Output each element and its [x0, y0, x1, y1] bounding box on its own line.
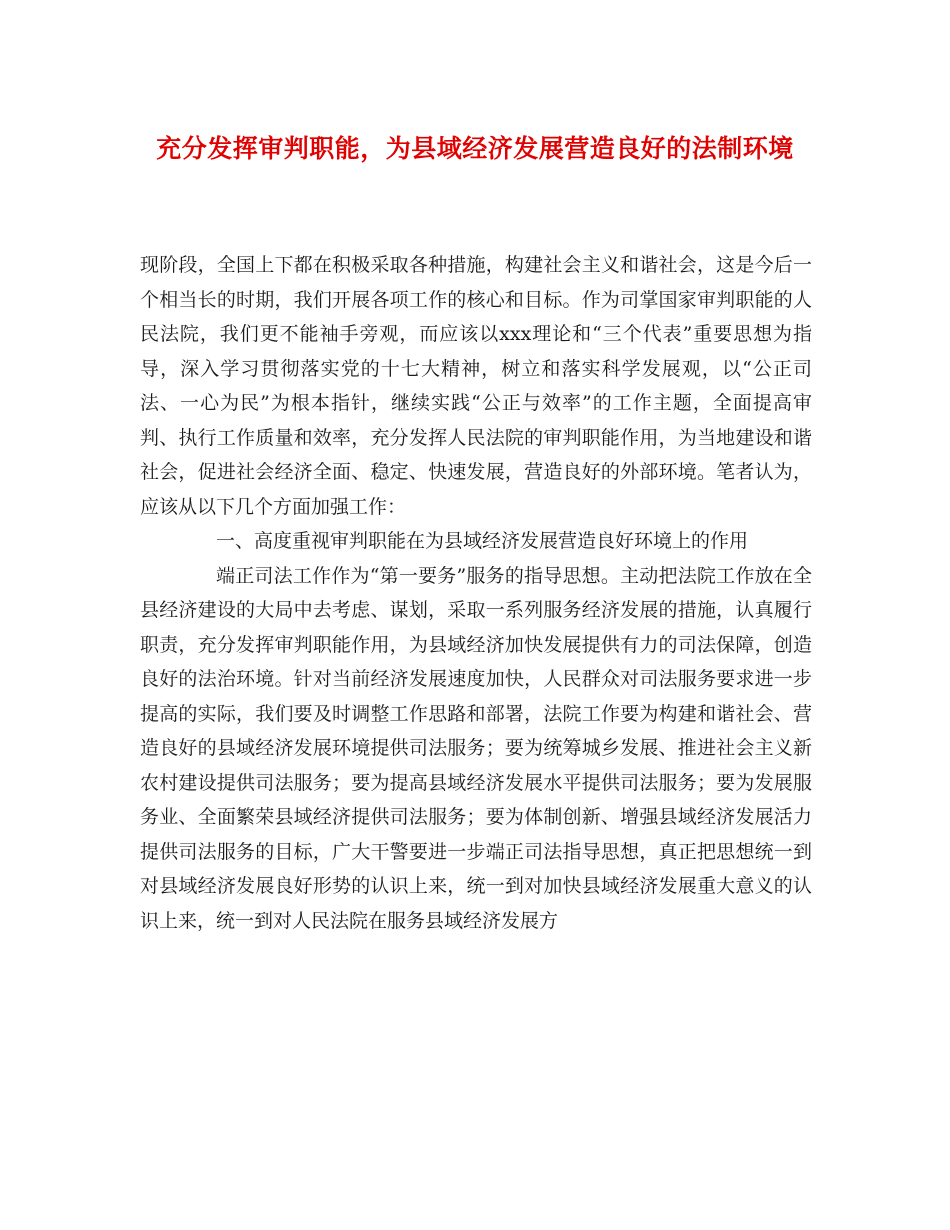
document-title: 充分发挥审判职能，为县域经济发展营造良好的法制环境: [156, 134, 794, 163]
intro-paragraph: 现阶段，全国上下都在积极采取各种措施，构建社会主义和谐社会，这是今后一个相当长的时期，我们开展各项工作的核心和目标。作为司掌国家审判职能的人民法院，我们更不能袖手旁观，而应该以xxx理论和“三个代表”重要思想为指导，深入学习贯彻落实党的十七大精神，树立和落实科学发展观，以“公正司法、一心为民”为根本指针，继续实践“公正与效率”的工作主题，全面提高审判、执行工作质量和效率，充分发挥人民法院的审判职能作用，为当地建设和谐社会，促进社会经济全面、稳定、快速发展，营造良好的外部环境。笔者认为，应该从以下几个方面加强工作：: [140, 254, 812, 518]
section-paragraph: 端正司法工作作为“第一要务”服务的指导思想。主动把法院工作放在全县经济建设的大局中去考虑、谋划，采取一系列服务经济发展的措施，认真履行职责，充分发挥审判职能作用，为县域经济加快发展提供有力的司法保障，创造良好的法治环境。针对当前经济发展速度加快，人民群众对司法服务要求进一步提高的实际，我们要及时调整工作思路和部署，法院工作要为构建和谐社会、营造良好的县域经济发展环境提供司法服务；要为统筹城乡发展、推进社会主义新农村建设提供司法服务；要为提高县域经济发展水平提供司法服务；要为发展服务业、全面繁荣县域经济提供司法服务；要为体制创新、增强县域经济发展活力提供司法服务的目标，广大干警要进一步端正司法指导思想，真正把思想统一到对县域经济发展良好形势的认识上来，统一到对加快县域经济发展重大意义的认识上来，统一到对人民法院在服务县域经济发展方: [140, 564, 812, 932]
document-body: [140, 248, 812, 938]
section-heading: 一、高度重视审判职能在为县域经济发展营造良好环境上的作用: [216, 530, 749, 552]
